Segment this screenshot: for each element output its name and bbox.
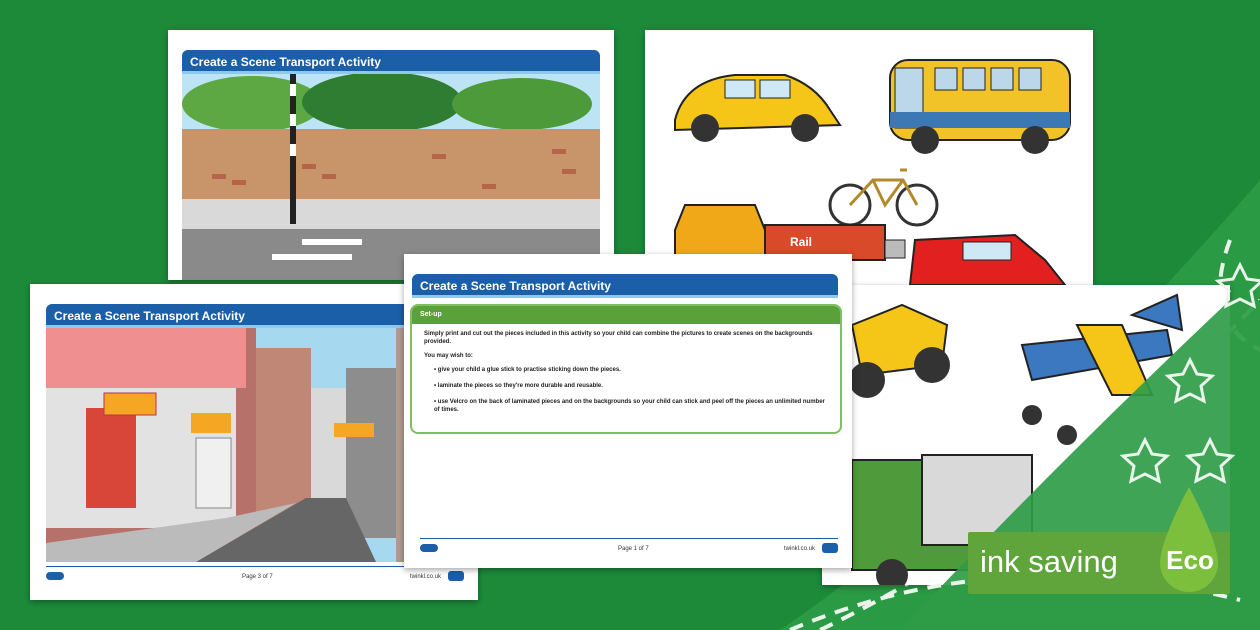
ink-drop-icon <box>1158 485 1220 597</box>
eco-label: Eco <box>1166 545 1214 575</box>
twinkl-logo-icon <box>420 544 438 552</box>
bullet-text: use Velcro on the back of laminated pieces and on the backgrounds so your child can stick and peel off the pieces an unlimited number of times. <box>434 399 825 413</box>
setup-bullet: • laminate the pieces so they're more durable and reusable. <box>434 383 603 389</box>
setup-intro: Simply print and cut out the pieces included in this activity so your child can combine the pictures to create scenes on the backgrounds provided. <box>424 331 813 345</box>
center-sheet <box>404 254 852 568</box>
setup-heading: Set-up <box>412 306 840 324</box>
page-number: Page 1 of 7 <box>618 546 649 552</box>
twinkl-badge-icon <box>448 571 464 581</box>
sheet-title: Create a Scene Transport Activity <box>182 50 600 74</box>
bullet-text: laminate the pieces so they're more durable and reusable. <box>437 383 603 389</box>
twinkl-logo-icon <box>46 572 64 580</box>
twinkl-badge-icon <box>822 543 838 553</box>
setup-panel <box>410 304 842 434</box>
page-number: Page 3 of 7 <box>242 574 273 580</box>
setup-wish-label: You may wish to: <box>424 353 473 359</box>
setup-bullet: • use Velcro on the back of laminated pieces and on the backgrounds so your child can stick and peel off the pieces an unlimited number of times. <box>434 399 825 413</box>
train-rail-label: Rail <box>790 235 813 249</box>
sheet-title: Create a Scene Transport Activity <box>46 304 464 328</box>
ink-saving-label: ink saving <box>980 544 1118 579</box>
footer-rule <box>46 566 464 567</box>
footer-rule <box>420 538 838 539</box>
site-link: twinkl.co.uk <box>410 574 442 580</box>
setup-bullet: • give your child a glue stick to practise sticking down the pieces. <box>434 367 621 373</box>
street-scene-illustration <box>46 328 464 562</box>
site-link: twinkl.co.uk <box>784 546 816 552</box>
sheet-title: Create a Scene Transport Activity <box>412 274 838 298</box>
bullet-text: give your child a glue stick to practise sticking down the pieces. <box>437 367 621 373</box>
